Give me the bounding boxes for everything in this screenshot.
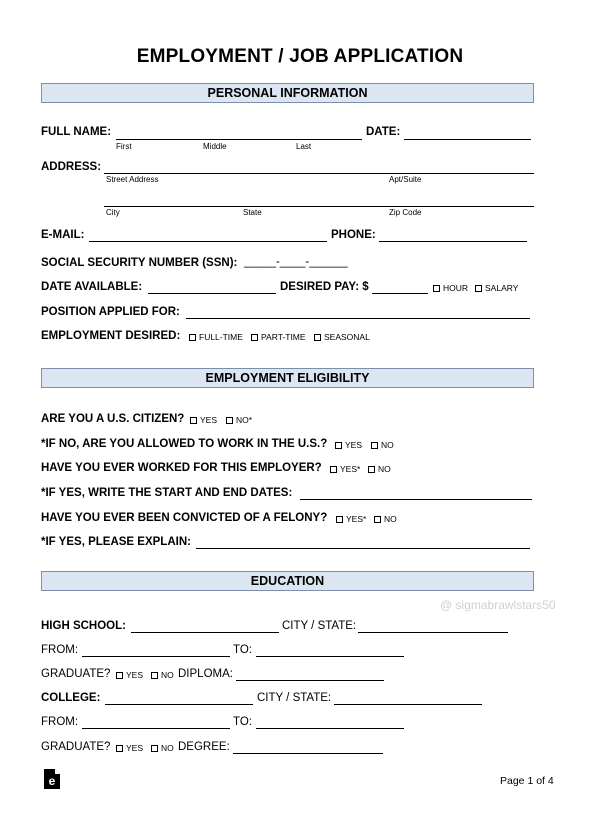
citizen-yes-option[interactable]: YES bbox=[190, 415, 217, 425]
part-time-checkbox[interactable] bbox=[251, 334, 258, 341]
college-city-state-field[interactable] bbox=[334, 704, 482, 705]
worked-no-checkbox[interactable] bbox=[368, 466, 375, 473]
college-graduate-label: GRADUATE? bbox=[41, 741, 111, 753]
date-field[interactable] bbox=[404, 139, 531, 140]
hs-to-field[interactable] bbox=[256, 656, 404, 657]
hs-graduate-label: GRADUATE? bbox=[41, 668, 111, 680]
allowed-work-question: *IF NO, ARE YOU ALLOWED TO WORK IN THE U.S.? bbox=[41, 438, 328, 450]
citizen-yes-checkbox[interactable] bbox=[190, 417, 197, 424]
hs-graduate-yes-checkbox[interactable] bbox=[116, 672, 123, 679]
date-label: DATE: bbox=[366, 126, 401, 138]
date-available-label: DATE AVAILABLE: bbox=[41, 281, 143, 293]
desired-pay-label: DESIRED PAY: $ bbox=[280, 281, 369, 293]
college-label: COLLEGE: bbox=[41, 692, 101, 704]
position-field[interactable] bbox=[186, 318, 530, 319]
full-time-option[interactable]: FULL-TIME bbox=[189, 332, 243, 342]
allowed-yes-option[interactable]: YES bbox=[335, 440, 362, 450]
hs-from-field[interactable] bbox=[82, 656, 230, 657]
felony-yes-checkbox[interactable] bbox=[336, 516, 343, 523]
allowed-yes-checkbox[interactable] bbox=[335, 442, 342, 449]
hs-from-label: FROM: bbox=[41, 644, 79, 656]
college-field[interactable] bbox=[105, 704, 253, 705]
salary-checkbox[interactable] bbox=[475, 285, 482, 292]
phone-label: PHONE: bbox=[331, 229, 376, 241]
full-time-checkbox[interactable] bbox=[189, 334, 196, 341]
seasonal-checkbox[interactable] bbox=[314, 334, 321, 341]
desired-pay-field[interactable] bbox=[372, 293, 428, 294]
hour-option[interactable]: HOUR bbox=[433, 283, 468, 293]
hs-to-label: TO: bbox=[233, 644, 252, 656]
worked-yes-option[interactable]: YES* bbox=[330, 464, 360, 474]
worked-employer-question: HAVE YOU EVER WORKED FOR THIS EMPLOYER? bbox=[41, 462, 322, 474]
degree-label: DEGREE: bbox=[178, 741, 230, 753]
college-graduate-no-option[interactable]: NO bbox=[151, 743, 174, 753]
last-caption: Last bbox=[296, 142, 312, 151]
college-to-label: TO: bbox=[233, 716, 252, 728]
citizen-question: ARE YOU A U.S. CITIZEN? bbox=[41, 413, 185, 425]
section-personal-information: PERSONAL INFORMATION bbox=[41, 83, 534, 103]
ssn-field[interactable]: _____-____-______ bbox=[244, 256, 348, 268]
eforms-logo-icon bbox=[44, 769, 60, 789]
felony-no-option[interactable]: NO bbox=[374, 514, 397, 524]
allowed-no-option[interactable]: NO bbox=[371, 440, 394, 450]
college-city-state-label: CITY / STATE: bbox=[257, 692, 332, 704]
college-graduate-yes-option[interactable]: YES bbox=[116, 743, 143, 753]
high-school-label: HIGH SCHOOL: bbox=[41, 620, 126, 632]
street-address-field[interactable] bbox=[104, 173, 534, 174]
hs-graduate-no-option[interactable]: NO bbox=[151, 670, 174, 680]
city-caption: City bbox=[106, 208, 120, 217]
page-title: EMPLOYMENT / JOB APPLICATION bbox=[136, 46, 464, 67]
felony-question: HAVE YOU EVER BEEN CONVICTED OF A FELONY? bbox=[41, 512, 328, 524]
explain-field[interactable] bbox=[196, 548, 530, 549]
hs-city-state-field[interactable] bbox=[358, 632, 508, 633]
college-from-label: FROM: bbox=[41, 716, 79, 728]
full-name-field[interactable] bbox=[116, 139, 362, 140]
diploma-label: DIPLOMA: bbox=[178, 668, 233, 680]
state-caption: State bbox=[243, 208, 262, 217]
allowed-no-checkbox[interactable] bbox=[371, 442, 378, 449]
street-caption: Street Address bbox=[106, 175, 159, 184]
zip-caption: Zip Code bbox=[389, 208, 422, 217]
full-name-label: FULL NAME: bbox=[41, 126, 112, 138]
college-from-field[interactable] bbox=[82, 728, 230, 729]
employment-desired-label: EMPLOYMENT DESIRED: bbox=[41, 330, 181, 342]
dates-question: *IF YES, WRITE THE START AND END DATES: bbox=[41, 487, 293, 499]
address-label: ADDRESS: bbox=[41, 161, 102, 173]
salary-option[interactable]: SALARY bbox=[475, 283, 518, 293]
page-number: Page 1 of 4 bbox=[500, 775, 554, 787]
worked-no-option[interactable]: NO bbox=[368, 464, 391, 474]
date-available-field[interactable] bbox=[148, 293, 276, 294]
section-education: EDUCATION bbox=[41, 571, 534, 591]
apt-caption: Apt/Suite bbox=[389, 175, 422, 184]
email-label: E-MAIL: bbox=[41, 229, 85, 241]
middle-caption: Middle bbox=[203, 142, 227, 151]
college-graduate-no-checkbox[interactable] bbox=[151, 745, 158, 752]
felony-yes-option[interactable]: YES* bbox=[336, 514, 366, 524]
high-school-field[interactable] bbox=[131, 632, 279, 633]
dates-field[interactable] bbox=[300, 499, 532, 500]
position-label: POSITION APPLIED FOR: bbox=[41, 306, 180, 318]
degree-field[interactable] bbox=[233, 753, 383, 754]
citizen-no-checkbox[interactable] bbox=[226, 417, 233, 424]
explain-question: *IF YES, PLEASE EXPLAIN: bbox=[41, 536, 191, 548]
email-field[interactable] bbox=[89, 241, 327, 242]
citizen-no-option[interactable]: NO* bbox=[226, 415, 252, 425]
diploma-field[interactable] bbox=[236, 680, 384, 681]
first-caption: First bbox=[116, 142, 132, 151]
hs-city-state-label: CITY / STATE: bbox=[282, 620, 357, 632]
seasonal-option[interactable]: SEASONAL bbox=[314, 332, 370, 342]
watermark: @ sigmabrawlstars50 bbox=[440, 598, 556, 612]
hs-graduate-no-checkbox[interactable] bbox=[151, 672, 158, 679]
phone-field[interactable] bbox=[379, 241, 527, 242]
college-to-field[interactable] bbox=[256, 728, 404, 729]
city-state-zip-field[interactable] bbox=[104, 206, 534, 207]
hs-graduate-yes-option[interactable]: YES bbox=[116, 670, 143, 680]
worked-yes-checkbox[interactable] bbox=[330, 466, 337, 473]
ssn-label: SOCIAL SECURITY NUMBER (SSN): bbox=[41, 257, 238, 269]
college-graduate-yes-checkbox[interactable] bbox=[116, 745, 123, 752]
section-employment-eligibility: EMPLOYMENT ELIGIBILITY bbox=[41, 368, 534, 388]
felony-no-checkbox[interactable] bbox=[374, 516, 381, 523]
hour-checkbox[interactable] bbox=[433, 285, 440, 292]
part-time-option[interactable]: PART-TIME bbox=[251, 332, 306, 342]
logo-letter: e bbox=[48, 774, 56, 788]
